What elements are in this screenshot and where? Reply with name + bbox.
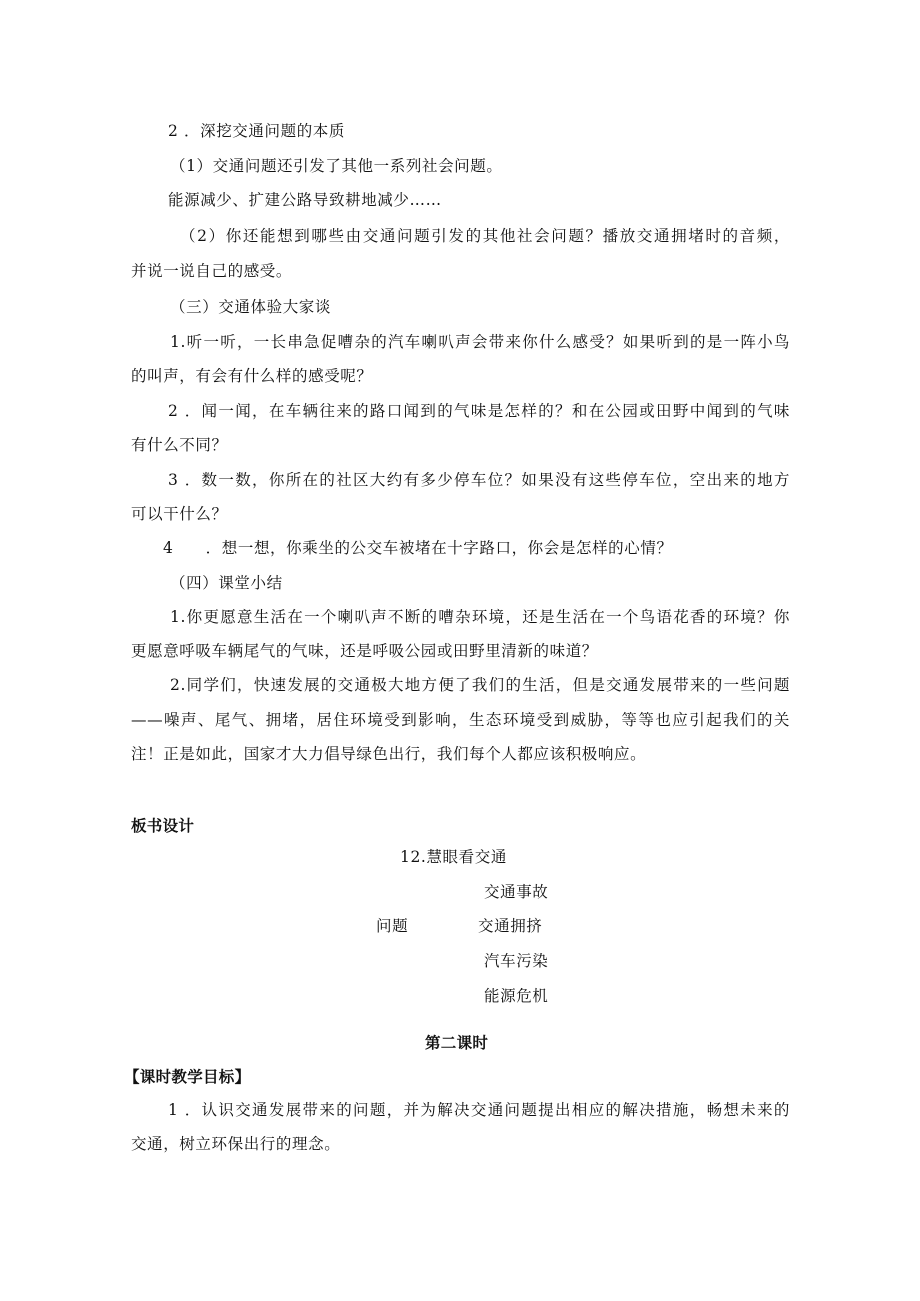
paragraph-line: 更愿意呼吸车辆尾气的气味，还是呼吸公园或田野里清新的味道？ — [131, 642, 598, 660]
paragraph-line: （1）交通问题还引发了其他一系列社会问题。 — [170, 157, 503, 175]
paragraph-line: 交通，树立环保出行的理念。 — [131, 1135, 341, 1153]
section-heading: 2 ．深挖交通问题的本质 — [168, 122, 345, 140]
paragraph-line: 并说一说自己的感受。 — [131, 262, 293, 280]
paragraph-line: 可以干什么？ — [131, 505, 228, 523]
section-heading: （三）交通体验大家谈 — [170, 298, 332, 316]
paragraph-line: 3 ．数一数，你所在的社区大约有多少停车位？如果没有这些停车位，空出来的地方 — [168, 471, 790, 489]
section-heading: （四）课堂小结 — [170, 574, 283, 592]
board-item: 交通拥挤 — [478, 917, 543, 935]
board-design-heading: 板书设计 — [131, 817, 195, 835]
paragraph-line: 有什么不同？ — [131, 436, 228, 454]
paragraph-line: 1 ．认识交通发展带来的问题，并为解决交通问题提出相应的解决措施，畅想未来的 — [168, 1101, 790, 1119]
board-category: 问题 — [376, 917, 409, 935]
lesson-title: 第二课时 — [425, 1034, 489, 1052]
paragraph-line: 1.听一听，一长串急促嘈杂的汽车喇叭声会带来你什么感受？如果听到的是一阵小鸟 — [170, 333, 790, 351]
board-title: 12.慧眼看交通 — [400, 848, 507, 866]
board-item: 能源危机 — [484, 987, 549, 1005]
board-item: 交通事故 — [484, 883, 549, 901]
paragraph-line: （2）你还能想到哪些由交通问题引发的其他社会问题？播放交通拥堵时的音频， — [180, 227, 790, 245]
board-item: 汽车污染 — [484, 952, 549, 970]
paragraph-line: ——噪声、尾气、拥堵，居住环境受到影响，生态环境受到威胁，等等也应引起我们的关 — [131, 711, 790, 729]
paragraph-line: 4 ．想一想，你乘坐的公交车被堵在十字路口，你会是怎样的心情？ — [163, 539, 673, 557]
paragraph-line: 1.你更愿意生活在一个喇叭声不断的嘈杂环境，还是生活在一个鸟语花香的环境？你 — [170, 608, 790, 626]
paragraph-line: 2 ．闻一闻，在车辆往来的路口闻到的气味是怎样的？和在公园或田野中闻到的气味 — [168, 402, 790, 420]
paragraph-line: 注！正是如此，国家才大力倡导绿色出行，我们每个人都应该积极响应。 — [131, 745, 647, 763]
paragraph-line: 能源减少、扩建公路导致耕地减少…… — [168, 191, 442, 209]
paragraph-line: 2.同学们，快速发展的交通极大地方便了我们的生活，但是交通发展带来的一些问题 — [170, 676, 790, 694]
paragraph-line: 的叫声，有会有什么样的感受呢？ — [131, 367, 373, 385]
lesson-goal-heading: 【课时教学目标】 — [124, 1068, 251, 1086]
